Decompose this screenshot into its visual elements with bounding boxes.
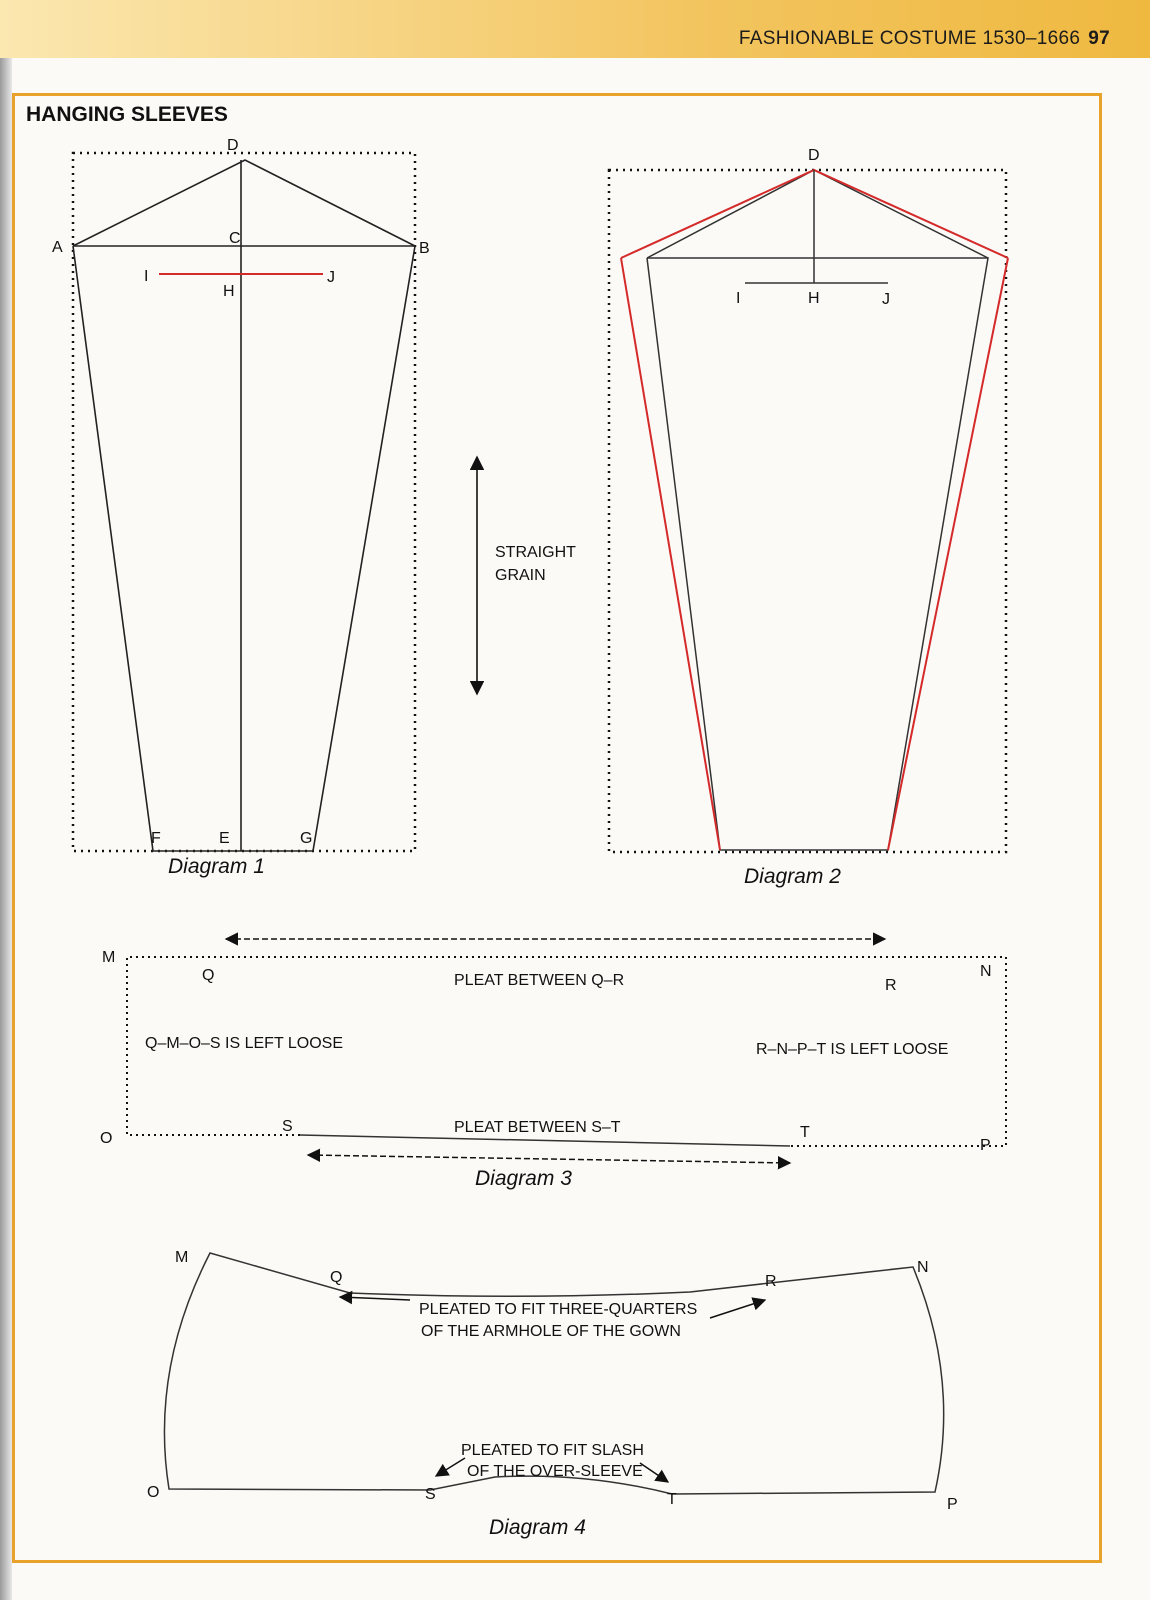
d4-label-p: P xyxy=(947,1496,958,1513)
d1-sleeve-head xyxy=(73,160,415,246)
d3-label-m: M xyxy=(102,949,116,966)
d4-label-t: T xyxy=(667,1491,677,1508)
d3-label-p: P xyxy=(980,1137,991,1154)
straight-grain-indicator xyxy=(477,457,576,694)
d4-armhole-note-line1: PLEATED TO FIT THREE-QUARTERS xyxy=(419,1301,698,1318)
d2-original-outline xyxy=(647,258,988,850)
d3-label-s: S xyxy=(282,1118,293,1135)
d3-label-r: R xyxy=(885,977,897,994)
page-number: 97 xyxy=(1088,28,1110,49)
d3-pleat-arrow-bottom xyxy=(308,1155,790,1163)
d1-label-a: A xyxy=(52,239,63,256)
d4-label-s: S xyxy=(425,1486,436,1503)
d4-armhole-arrow-right xyxy=(710,1300,765,1318)
grain-label-straight: STRAIGHT xyxy=(495,544,576,561)
diagram-1 xyxy=(52,137,430,878)
d3-pleat-qr-label: PLEAT BETWEEN Q–R xyxy=(454,972,625,989)
d1-sleeve-outline xyxy=(73,246,415,851)
d4-label-r: R xyxy=(765,1273,777,1290)
d1-label-i: I xyxy=(144,268,149,285)
d3-label-q: Q xyxy=(202,967,215,984)
d3-pleat-st-label: PLEAT BETWEEN S–T xyxy=(454,1119,621,1136)
d4-slash-note-line2: OF THE OVER-SLEEVE xyxy=(467,1463,643,1480)
d2-caption: Diagram 2 xyxy=(744,865,841,888)
running-head-title: FASHIONABLE COSTUME 1530–1666 xyxy=(738,28,1081,49)
diagram-3 xyxy=(100,939,1006,1190)
d3-left-loose-label: Q–M–O–S IS LEFT LOOSE xyxy=(145,1035,343,1052)
d1-caption: Diagram 1 xyxy=(168,855,265,878)
d2-label-i: I xyxy=(736,290,741,307)
d4-slash-arrow-left xyxy=(436,1458,465,1476)
d2-label-d: D xyxy=(808,147,820,164)
d1-label-e: E xyxy=(219,830,230,847)
d1-label-d: D xyxy=(227,137,239,154)
d1-label-h: H xyxy=(223,283,235,300)
d4-label-n: N xyxy=(917,1259,929,1276)
d1-bounding-box xyxy=(73,153,415,851)
d3-label-o: O xyxy=(100,1130,113,1147)
d4-label-o: O xyxy=(147,1484,160,1501)
d1-label-j: J xyxy=(327,269,335,286)
grain-label-grain: GRAIN xyxy=(495,567,546,584)
d3-label-t: T xyxy=(800,1124,810,1141)
d2-red-revised-right xyxy=(888,258,1008,850)
d3-lower-edge xyxy=(300,1135,790,1146)
d1-label-f: F xyxy=(151,830,161,847)
d4-slash-note-line1: PLEATED TO FIT SLASH xyxy=(461,1442,644,1459)
d4-label-m: M xyxy=(175,1249,189,1266)
section-title: HANGING SLEEVES xyxy=(26,103,228,126)
d1-label-c: C xyxy=(229,230,241,247)
d2-label-j: J xyxy=(882,291,890,308)
d4-label-q: Q xyxy=(330,1269,343,1286)
d2-label-h: H xyxy=(808,290,820,307)
d3-caption: Diagram 3 xyxy=(475,1167,572,1190)
d3-label-n: N xyxy=(980,963,992,980)
d4-armhole-note-line2: OF THE ARMHOLE OF THE GOWN xyxy=(421,1323,681,1340)
diagram-4 xyxy=(147,1249,958,1539)
d4-caption: Diagram 4 xyxy=(489,1516,586,1539)
d2-red-revised-left xyxy=(621,258,720,850)
d3-right-loose-label: R–N–P–T IS LEFT LOOSE xyxy=(756,1041,949,1058)
d2-bounding-box xyxy=(609,170,1006,852)
d1-label-g: G xyxy=(300,830,313,847)
d4-slash-arrow-right xyxy=(640,1463,668,1482)
diagram-2 xyxy=(609,147,1008,888)
d1-label-b: B xyxy=(419,240,430,257)
d2-original-head xyxy=(647,170,988,258)
d4-armhole-arrow-left xyxy=(340,1297,410,1300)
